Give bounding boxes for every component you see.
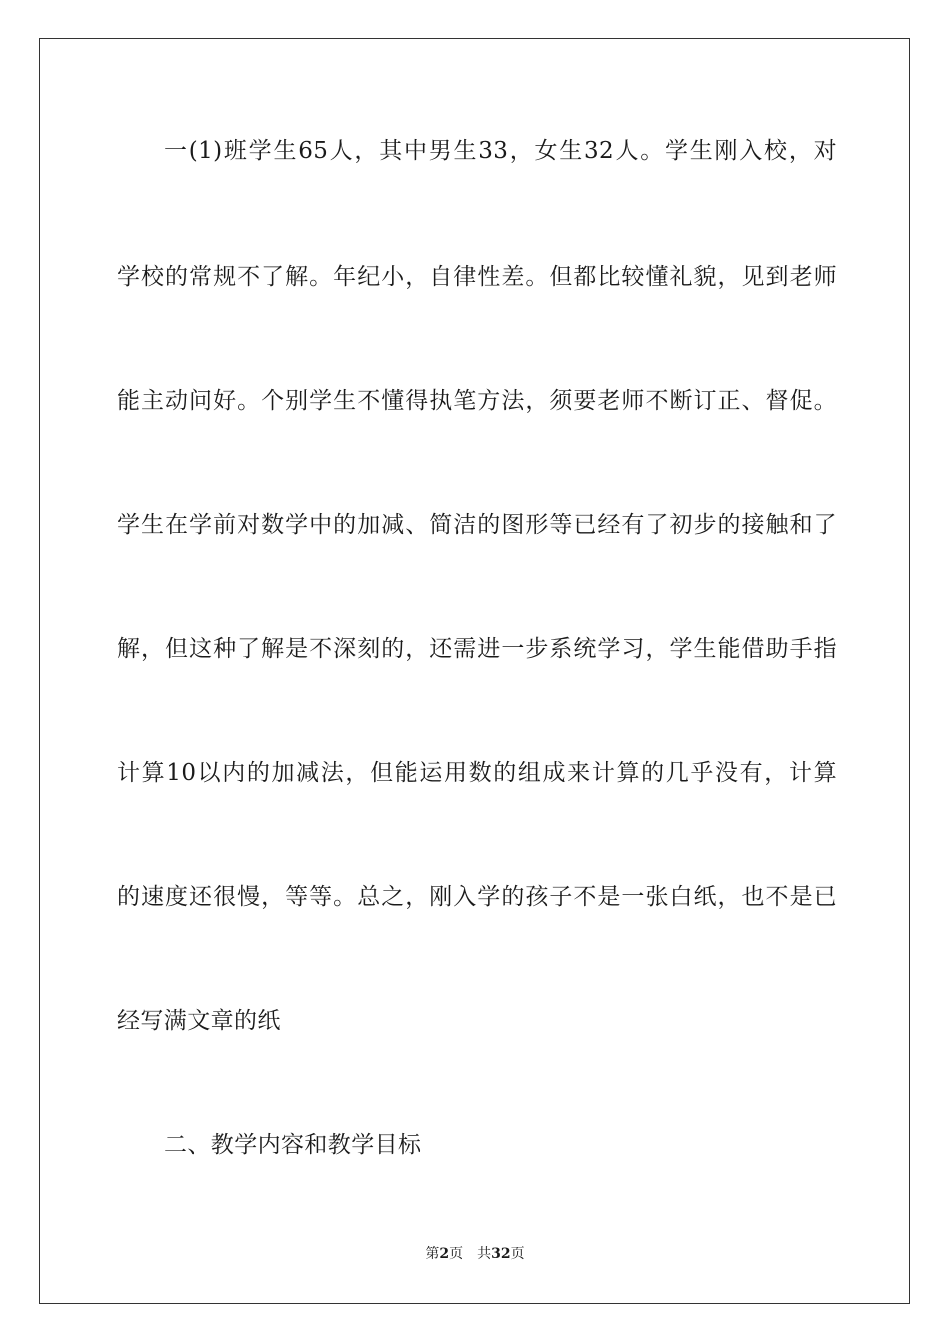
page-footer — [0, 1245, 950, 1263]
paragraph-line-2: 学校的常规不了解。年纪小，自律性差。但都比较懂礼貌，见到老师 — [117, 264, 837, 290]
section-heading: 二、教学内容和教学目标 — [164, 1132, 422, 1158]
total-pages: 32 — [491, 1246, 511, 1262]
page-frame — [39, 38, 910, 1304]
total-prefix: 共 — [477, 1246, 492, 1262]
page-number: 2 — [439, 1246, 450, 1262]
paragraph-line-8: 经写满文章的纸 — [117, 1008, 281, 1034]
paragraph-line-4: 学生在学前对数学中的加减、简洁的图形等已经有了初步的接触和了 — [117, 512, 837, 538]
paragraph-line-5: 解，但这种了解是不深刻的，还需进一步系统学习，学生能借助手指 — [117, 636, 837, 662]
paragraph-line-6: 计算10以内的加减法，但能运用数的组成来计算的几乎没有，计算 — [117, 760, 837, 786]
total-suffix: 页 — [510, 1246, 525, 1262]
paragraph-line-1: 一(1)班学生65人，其中男生33，女生32人。学生刚入校，对 — [164, 138, 837, 164]
paragraph-line-7: 的速度还很慢，等等。总之，刚入学的孩子不是一张白纸，也不是已 — [117, 884, 837, 910]
paragraph-line-3: 能主动问好。个别学生不懂得执笔方法，须要老师不断订正、督促。 — [117, 388, 837, 414]
page-prefix: 第 — [425, 1246, 440, 1262]
page-suffix: 页 — [449, 1246, 464, 1262]
